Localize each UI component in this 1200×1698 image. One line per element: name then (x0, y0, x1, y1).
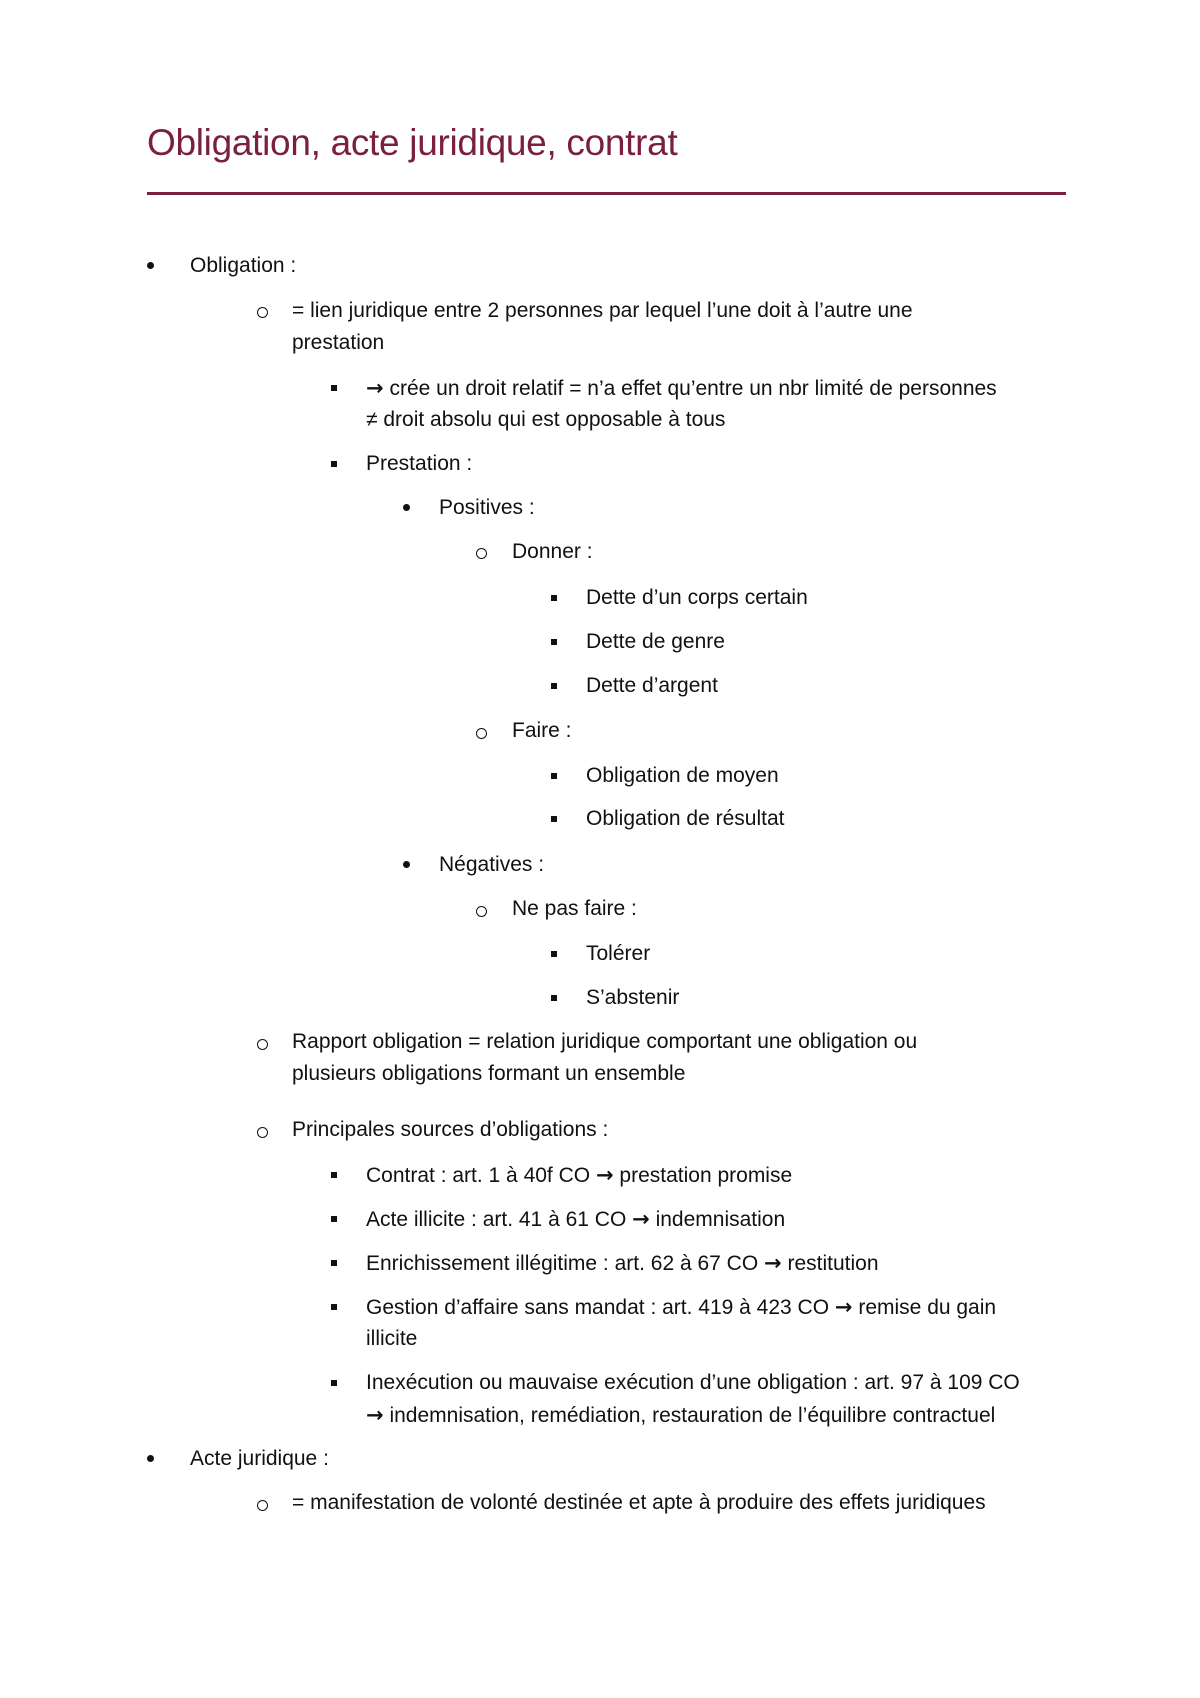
list-item-droit-relatif-cont: ≠ droit absolu qui est opposable à tous (366, 408, 726, 431)
list-item-droit-relatif: → crée un droit relatif = n’a effet qu’entre un nbr limité de personnes (366, 376, 997, 400)
list-item-donner: Donner : (512, 540, 593, 563)
list-item-sources: Principales sources d’obligations : (292, 1118, 609, 1141)
list-item-gestion-cont: illicite (366, 1327, 418, 1350)
list-item-negatives: Négatives : (439, 853, 545, 876)
list-item-dette-argent: Dette d’argent (586, 674, 718, 697)
list-item-tolerer: Tolérer (586, 942, 651, 965)
arrow-icon: → (834, 1295, 853, 1319)
arrow-icon: → (366, 1403, 384, 1427)
list-item-gestion: Gestion d’affaire sans mandat : art. 419 à 423 CO → remise du gain (366, 1295, 997, 1319)
list-item-contrat: Contrat : art. 1 à 40f CO → prestation promise (366, 1163, 793, 1187)
list-item-ne-pas-faire: Ne pas faire : (512, 897, 637, 920)
arrow-icon: → (632, 1207, 650, 1231)
list-item-acte-definition: = manifestation de volonté destinée et apte à produire des effets juridiques (292, 1491, 986, 1514)
list-item-oblig-moyen: Obligation de moyen (586, 764, 779, 787)
list-item-sabstenir: S’abstenir (586, 986, 680, 1009)
list-item-faire: Faire : (512, 719, 572, 742)
list-item-obligation: Obligation : (190, 254, 297, 277)
arrow-icon: → (764, 1251, 782, 1275)
list-item-obligation-definition-cont: prestation (292, 331, 385, 354)
page-title: Obligation, acte juridique, contrat (147, 122, 678, 163)
list-item-oblig-resultat: Obligation de résultat (586, 807, 785, 830)
list-item-rapport-cont: plusieurs obligations formant un ensemble (292, 1062, 686, 1085)
arrow-icon: → (595, 1163, 614, 1187)
arrow-icon: → (366, 376, 384, 400)
list-item-prestation: Prestation : (366, 452, 473, 475)
list-item-acte-illicite: Acte illicite : art. 41 à 61 CO → indemnisation (366, 1207, 786, 1231)
list-item-positives: Positives : (439, 496, 535, 519)
list-item-inexecution-cont: → indemnisation, remédiation, restauration de l’équilibre contractuel (366, 1403, 996, 1427)
list-item-inexecution: Inexécution ou mauvaise exécution d’une obligation : art. 97 à 109 CO (366, 1371, 1020, 1394)
list-item-acte-juridique: Acte juridique : (190, 1447, 329, 1470)
list-item-dette-corps: Dette d’un corps certain (586, 586, 808, 609)
list-item-obligation-definition: = lien juridique entre 2 personnes par lequel l’une doit à l’autre une (292, 299, 913, 322)
title-underline (147, 192, 1066, 195)
list-item-enrichissement: Enrichissement illégitime : art. 62 à 67 CO → restitution (366, 1251, 879, 1275)
list-item-rapport: Rapport obligation = relation juridique comportant une obligation ou (292, 1030, 918, 1053)
list-item-dette-genre: Dette de genre (586, 630, 725, 653)
